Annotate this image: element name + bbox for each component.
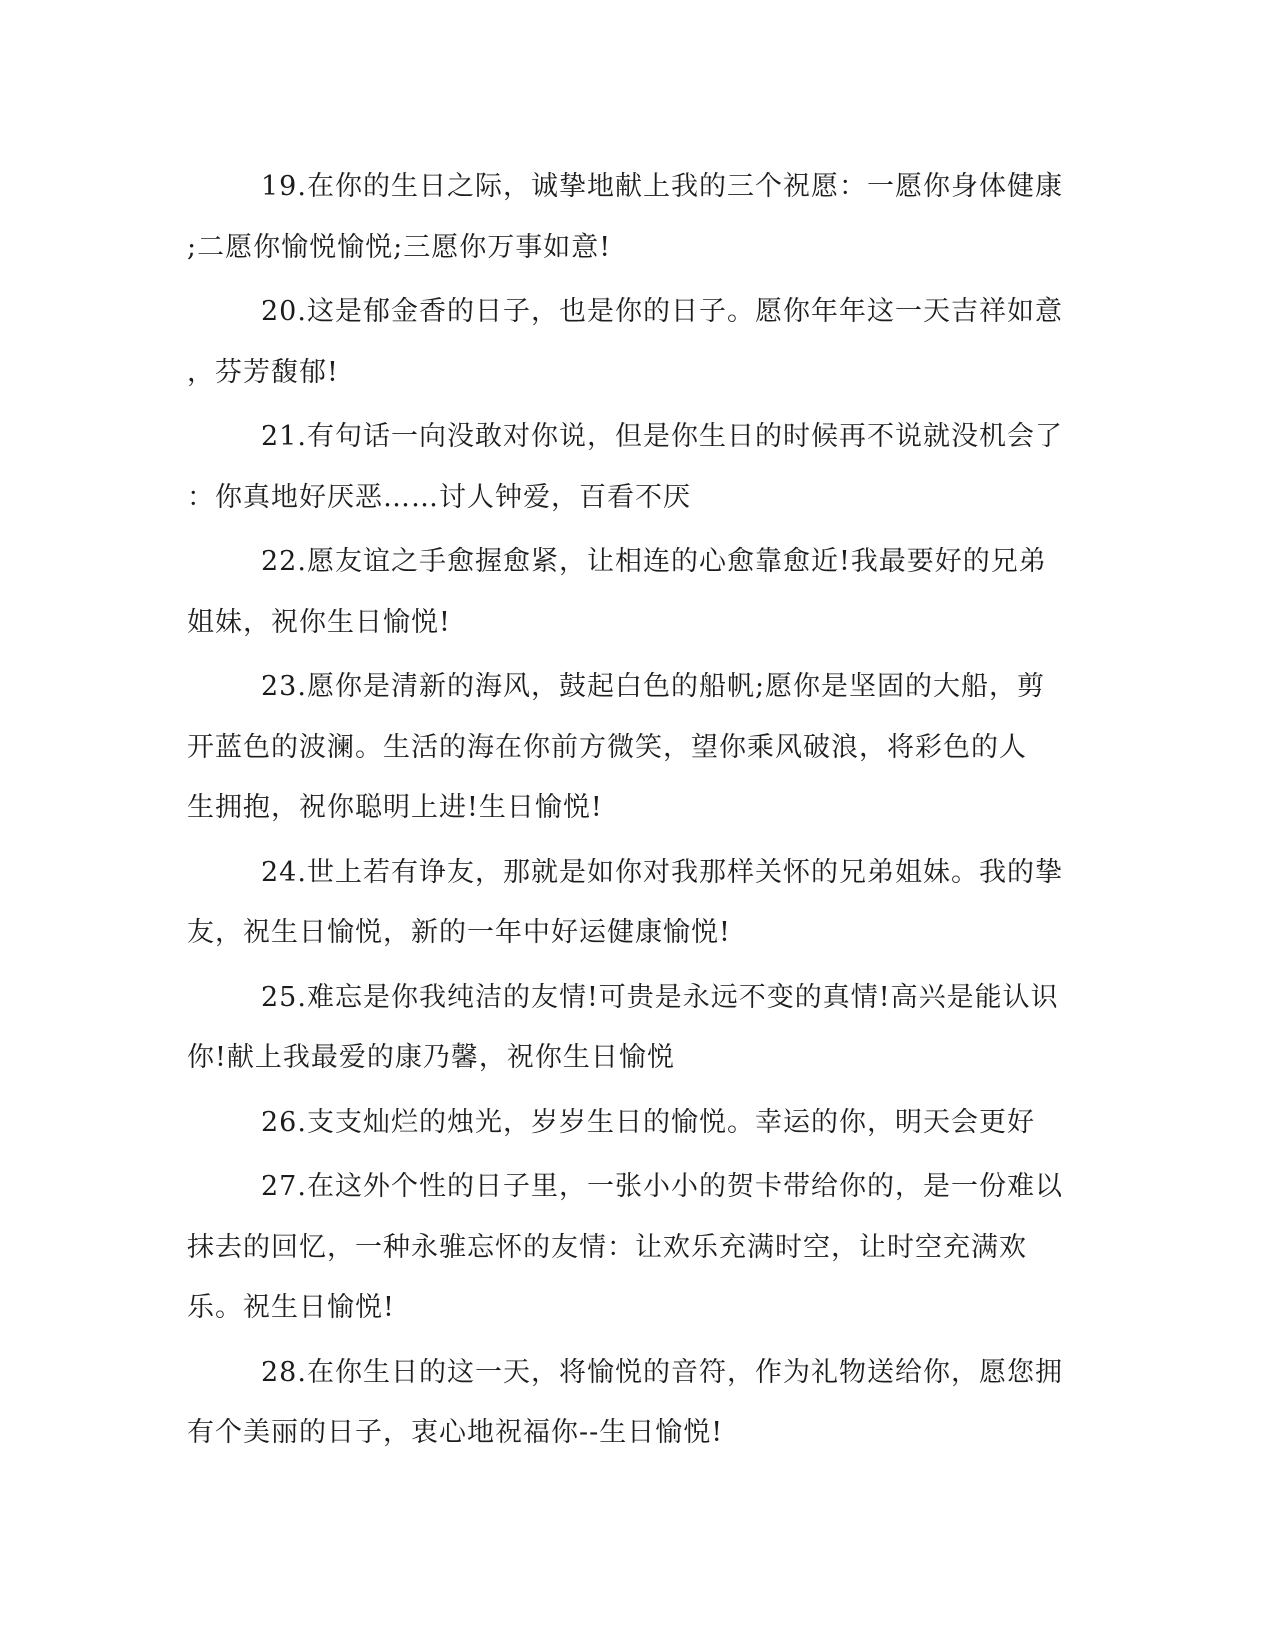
wish-entry-24: 24.世上若有诤友，那就是如你对我那样关怀的兄弟姐妹。我的挚 友，祝生日愉悦，新的一年中好运健康愉悦! (187, 856, 1063, 948)
wish-entry-26: 26.支支灿烂的烛光，岁岁生日的愉悦。幸运的你，明天会更好 (261, 1106, 1035, 1138)
wish-entry-22: 22.愿友谊之手愈握愈紧，让相连的心愈靠愈近!我最要好的兄弟 姐妹，祝你生日愉悦! (187, 546, 1047, 638)
document-body (187, 157, 1087, 1468)
wish-entry-25: 25.难忘是你我纯洁的友情!可贵是永远不变的真情!高兴是能认识 你!献上我最爱的康乃馨，祝你生日愉悦 (187, 981, 1059, 1073)
wish-entry-21: 21.有句话一向没敢对你说，但是你生日的时候再不说就没机会了 ：你真地好厌恶……讨人钟爱，百看不厌 (187, 421, 1063, 513)
wish-entry-28: 28.在你生日的这一天，将愉悦的音符，作为礼物送给你，愿您拥 有个美丽的日子，衷心地祝福你--生日愉悦! (187, 1356, 1063, 1448)
wish-entry-20: 20.这是郁金香的日子，也是你的日子。愿你年年这一天吉祥如意 ，芬芳馥郁! (187, 296, 1063, 388)
wish-entry-19: 19.在你的生日之际，诚挚地献上我的三个祝愿：一愿你身体健康 ;二愿你愉悦愉悦;三愿你万事如意! (187, 171, 1063, 263)
wish-entry-27: 27.在这外个性的日子里，一张小小的贺卡带给你的，是一份难以 抹去的回忆，一种永骓忘怀的友情：让欢乐充满时空，让时空充满欢 乐。祝生日愉悦! (187, 1171, 1063, 1323)
wish-entry-23: 23.愿你是清新的海风，鼓起白色的船帆;愿你是坚固的大船，剪 开蓝色的波澜。生活的海在你前方微笑，望你乘风破浪，将彩色的人 生拥抱，祝你聪明上进!生日愉悦! (187, 671, 1046, 823)
